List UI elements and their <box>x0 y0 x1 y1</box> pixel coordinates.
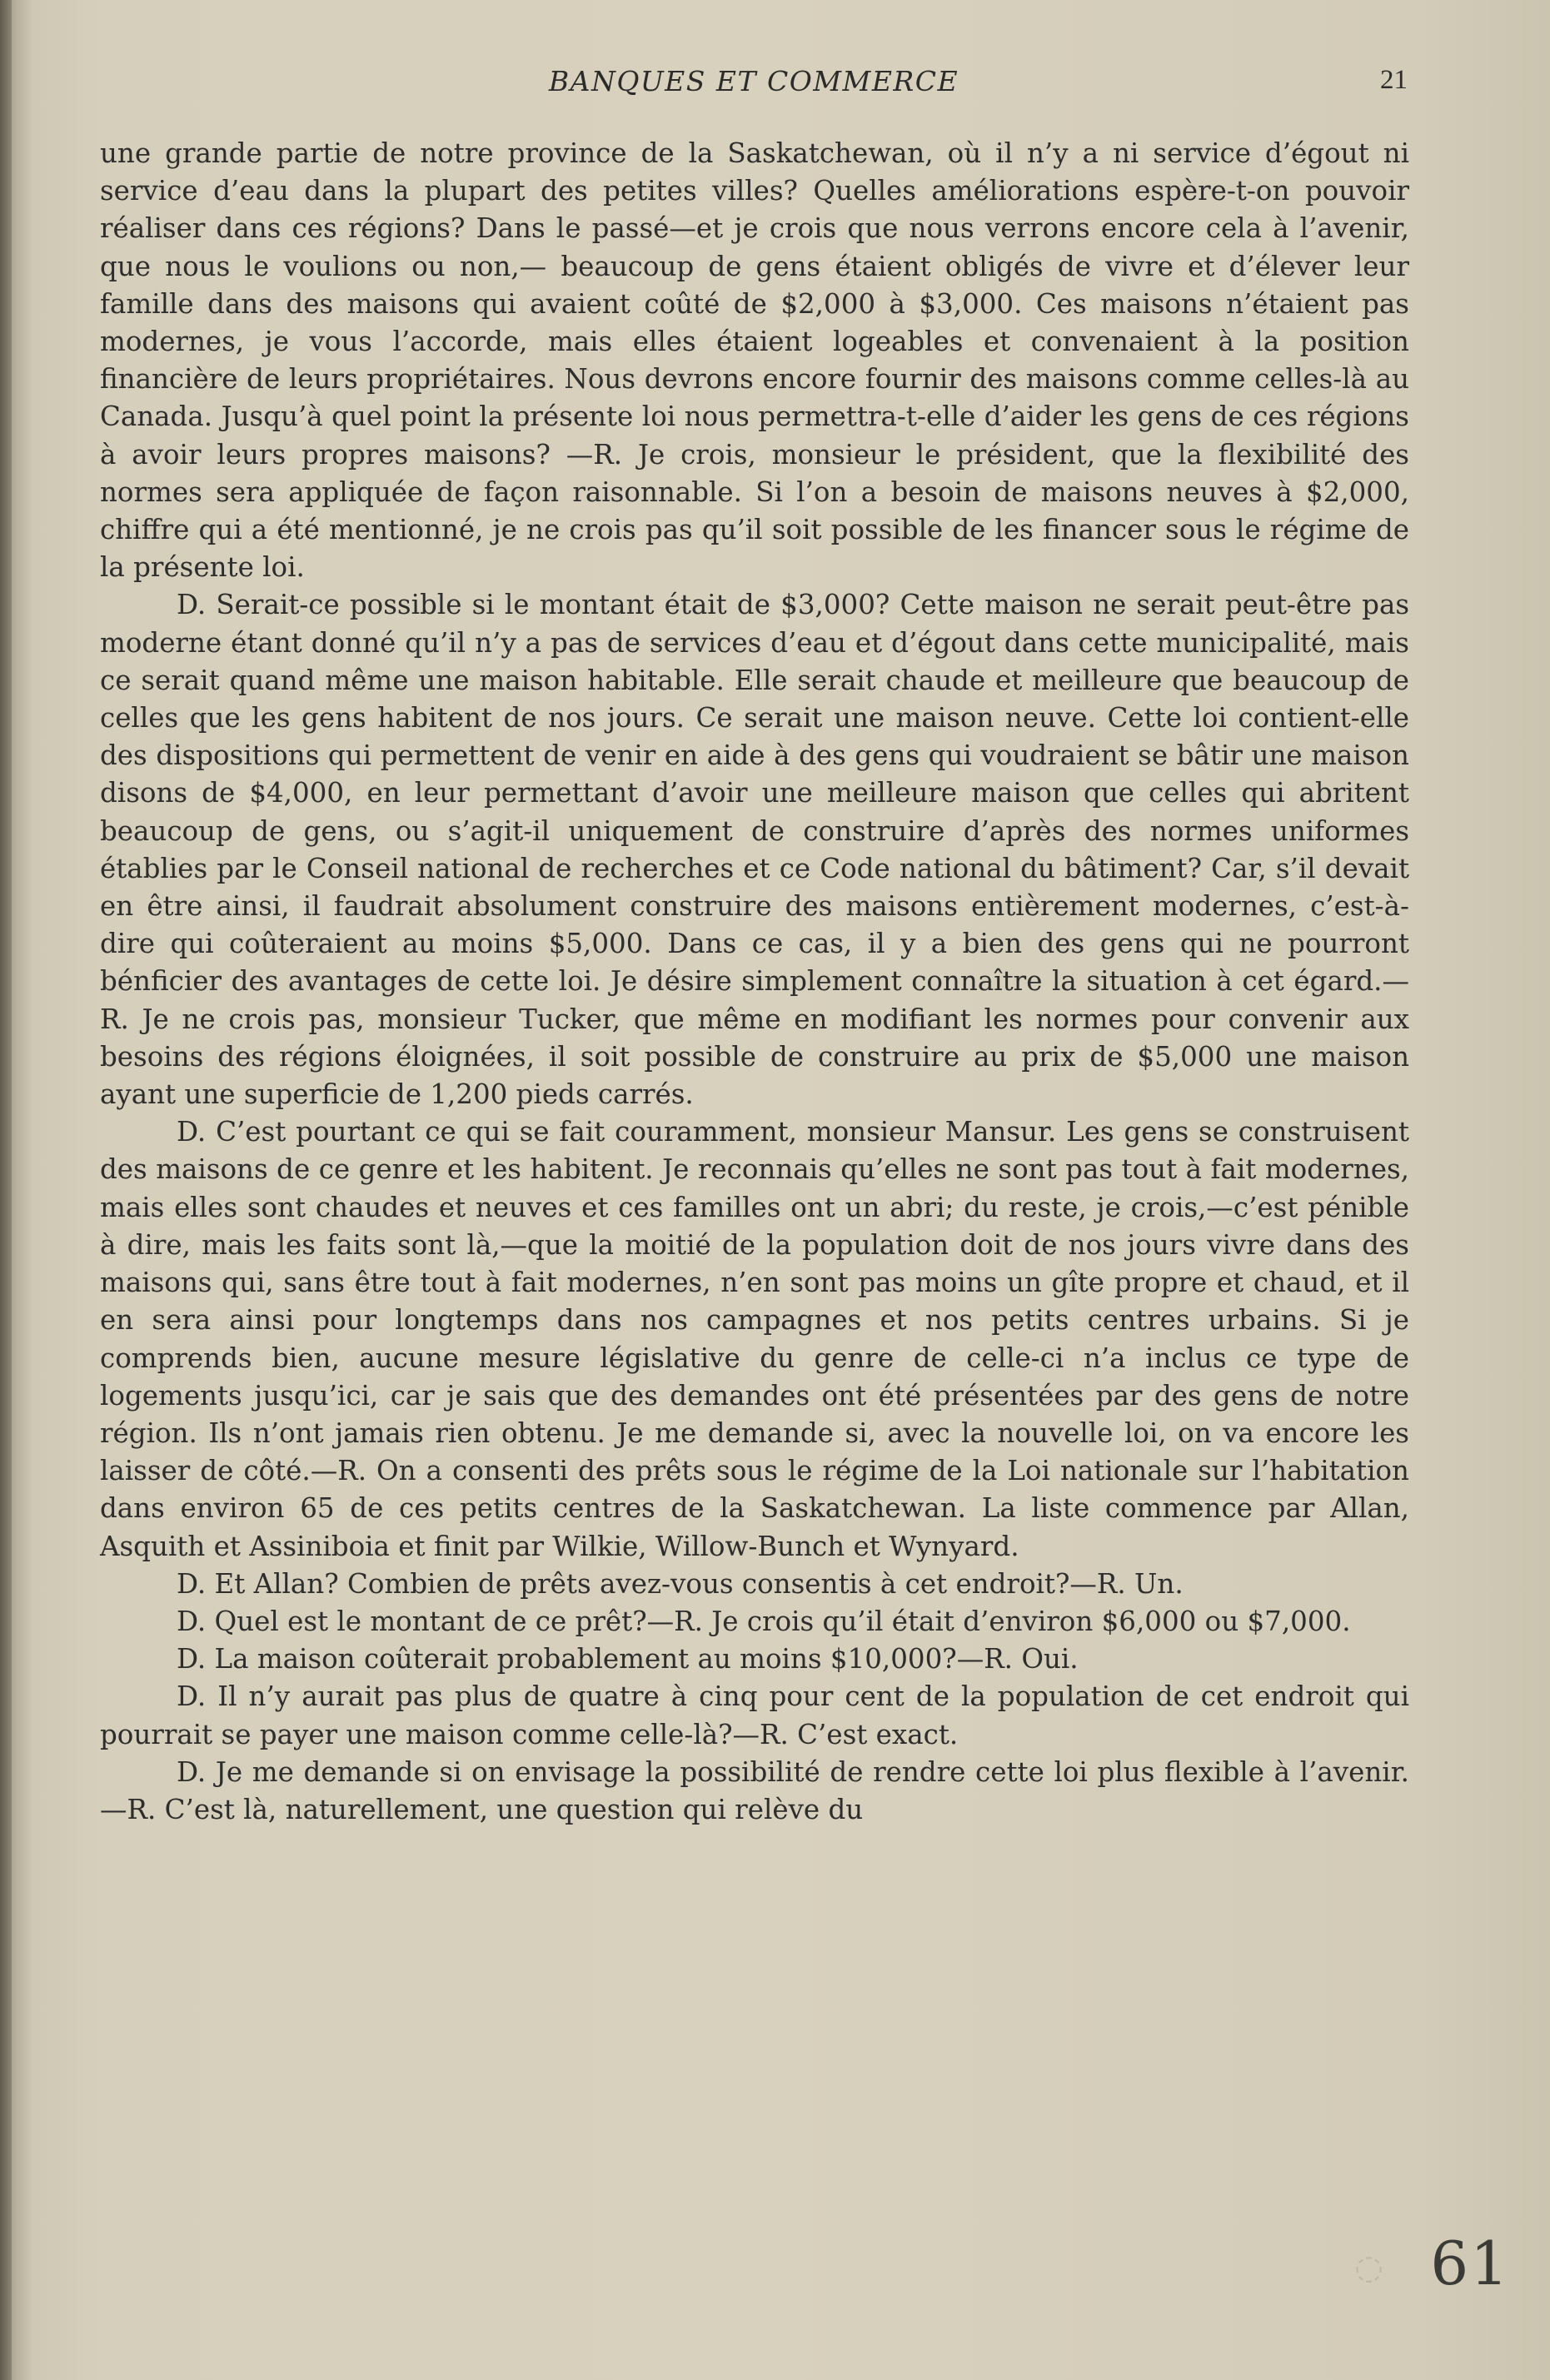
paragraph: D. La maison coûterait probablement au moins $10,000?—R. Oui. <box>177 1643 1079 1675</box>
page-number: 21 <box>1380 65 1408 95</box>
paragraph: D. Je me demande si on envisage la possibilité de rendre cette loi plus flexible à l’avenir.—R. C’est là, naturellement, une question qui relève du <box>100 1755 1409 1825</box>
paragraph: une grande partie de notre province de la Saskatchewan, où il n’y a ni service d’égout ni service d’eau dans la plupart des petites villes? Quelles améliorations espère-t-on pouvoir réaliser dans ces régions? Dans le passé—et je crois que nous verrons encore cela à l’avenir, que nous le voulions ou non,— beaucoup de gens étaient obligés de vivre et d’élever leur famille dans des maisons qui avaient coûté de $2,000 à $3,000. Ces maisons n’étaient pas modernes, je vous l’accorde, mais elles étaient logeables et convenaient à la position financière de leurs propriétaires. Nous devrons encore fournir des maisons comme celles-là au Canada. Jusqu’à quel point la présente loi nous permettra-t-elle d’aider les gens de ces régions à avoir leurs propres maisons? —R. Je crois, monsieur le président, que la flexibilité des normes sera appliquée de façon raisonnable. Si l’on a besoin de maisons neuves à $2,000, chiffre qui a été mentionné, je ne crois pas qu’il soit possible de les financer sous le régime de la présente loi. <box>100 137 1409 584</box>
paragraph: D. Quel est le montant de ce prêt?—R. Je crois qu’il était d’environ $6,000 ou $7,000. <box>177 1605 1351 1637</box>
page-header <box>100 65 1408 107</box>
body-text <box>100 135 1409 1829</box>
running-title: BANQUES ET COMMERCE <box>548 65 959 97</box>
paragraph: D. Serait-ce possible si le montant était de $3,000? Cette maison ne serait peut-être pas moderne étant donné qu’il n’y a pas de services d’eau et d’égout dans cette municipalité, mais ce serait quand même une maison habitable. Elle serait chaude et meilleure que beaucoup de celles que les gens habitent de nos jours. Ce serait une maison neuve. Cette loi contient-elle des dispositions qui permettent de venir en aide à des gens qui voudraient se bâtir une maison disons de $4,000, en leur permettant d’avoir une meilleure maison que celles qui abritent beaucoup de gens, ou s’agit-il uniquement de construire d’après des normes uniformes établies par le Conseil national de recherches et ce Code national du bâtiment? Car, s’il devait en être ainsi, il faudrait absolument construire des maisons entièrement modernes, c’est-à-dire qui coûteraient au moins $5,000. Dans ce cas, il y a bien des gens qui ne pourront bénficier des avantages de cette loi. Je désire simplement connaître la situation à cet égard.—R. Je ne crois pas, monsieur Tucker, que même en modifiant les normes pour convenir aux besoins des régions éloignées, il soit possible de construire au prix de $5,000 une maison ayant une superficie de 1,200 pieds carrés. <box>100 589 1409 1111</box>
paragraph: D. Et Allan? Combien de prêts avez-vous consentis à cet endroit?—R. Un. <box>177 1567 1184 1600</box>
archive-page-stamp: 61 <box>1430 2228 1510 2298</box>
faint-stamp-mark: ◌ <box>1354 2248 1383 2287</box>
book-binding-edge <box>0 0 12 2380</box>
paragraph: D. C’est pourtant ce qui se fait couramment, monsieur Mansur. Les gens se construisent des maisons de ce genre et les habitent. Je reconnais qu’elles ne sont pas tout à fait modernes, mais elles sont chaudes et neuves et ces familles ont un abri; du reste, je crois,—c’est pénible à dire, mais les faits sont là,—que la moitié de la population doit de nos jours vivre dans des maisons qui, sans être tout à fait modernes, n’en sont pas moins un gîte propre et chaud, et il en sera ainsi pour longtemps dans nos campagnes et nos petits centres urbains. Si je comprends bien, aucune mesure législative du genre de celle-ci n’a inclus ce type de logements jusqu’ici, car je sais que des demandes ont été présentées par des gens de notre région. Ils n’ont jamais rien obtenu. Je me demande si, avec la nouvelle loi, on va encore les laisser de côté.—R. On a consenti des prêts sous le régime de la Loi nationale sur l’habitation dans environ 65 de ces petits centres de la Saskatchewan. La liste commence par Allan, Asquith et Assiniboia et finit par Wilkie, Willow-Bunch et Wynyard. <box>100 1116 1409 1562</box>
paragraph: D. Il n’y aurait pas plus de quatre à cinq pour cent de la population de cet endroit qui pourrait se payer une maison comme celle-là?—R. C’est exact. <box>100 1680 1409 1750</box>
